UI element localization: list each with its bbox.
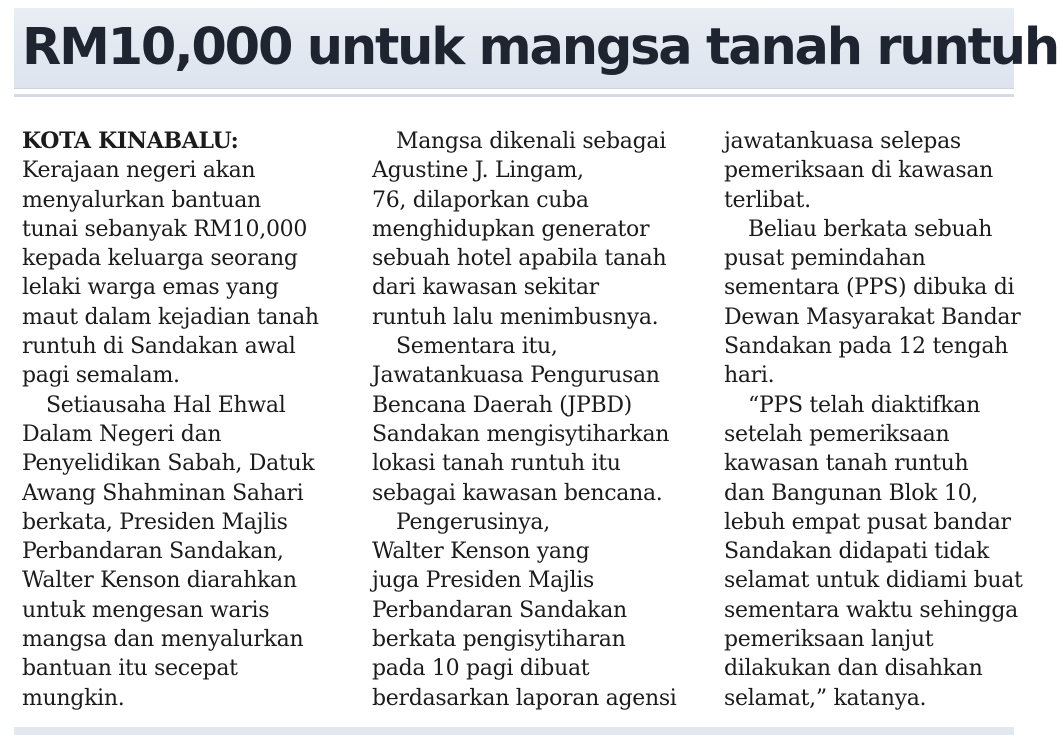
text-line: pagi semalam. bbox=[22, 363, 180, 389]
text-line: berdasarkan laporan agensi bbox=[372, 685, 677, 711]
dateline: KOTA KINABALU: bbox=[22, 128, 239, 154]
text-line: pada 10 pagi dibuat bbox=[372, 656, 590, 682]
text-line: selamat,” katanya. bbox=[724, 685, 927, 711]
text-line: Perbandaran Sandakan, bbox=[22, 539, 284, 565]
text-line: Perbandaran Sandakan bbox=[372, 597, 627, 623]
paragraph bbox=[724, 215, 1023, 391]
article-column-2 bbox=[372, 127, 677, 713]
text-line: juga Presiden Majlis bbox=[372, 568, 594, 594]
paragraph bbox=[724, 127, 1023, 215]
paragraph bbox=[372, 332, 677, 508]
text-line: berkata, Presiden Majlis bbox=[22, 509, 288, 535]
text-line: Dalam Negeri dan bbox=[22, 421, 222, 447]
text-line: untuk mengesan waris bbox=[22, 597, 270, 623]
paragraph bbox=[22, 391, 319, 713]
text-line: maut dalam kejadian tanah bbox=[22, 304, 319, 330]
text-line: Agustine J. Lingam, bbox=[372, 158, 584, 184]
text-line: lelaki warga emas yang bbox=[22, 275, 279, 301]
text-line: Pengerusinya, bbox=[396, 509, 550, 535]
text-line: dan Bangunan Blok 10, bbox=[724, 480, 978, 506]
text-line: sebagai kawasan bencana. bbox=[372, 480, 663, 506]
text-line: Beliau berkata sebuah bbox=[748, 216, 993, 242]
text-line: Mangsa dikenali sebagai bbox=[396, 129, 666, 154]
article-column-3 bbox=[724, 127, 1023, 713]
paragraph bbox=[372, 508, 677, 713]
text-line: mungkin. bbox=[22, 685, 125, 711]
text-line: runtuh lalu menimbusnya. bbox=[372, 304, 659, 330]
text-line: Penyelidikan Sabah, Datuk bbox=[22, 451, 315, 477]
text-line: Sandakan pada 12 tengah bbox=[724, 334, 1009, 360]
text-line: sementara waktu sehingga bbox=[724, 597, 1018, 623]
text-line: selamat untuk didiami buat bbox=[724, 568, 1023, 594]
paragraph bbox=[372, 127, 677, 332]
bottom-band bbox=[14, 727, 1014, 735]
text-line: pusat pemindahan bbox=[724, 246, 926, 272]
text-line: setelah pemeriksaan bbox=[724, 421, 950, 447]
text-line: dilakukan dan disahkan bbox=[724, 656, 983, 682]
paragraph bbox=[724, 391, 1023, 713]
text-line: tunai sebanyak RM10,000 bbox=[22, 216, 308, 242]
article-body bbox=[0, 127, 1060, 717]
text-line: dari kawasan sekitar bbox=[372, 275, 599, 301]
text-line: Kerajaan negeri akan bbox=[22, 158, 256, 184]
headline: RM10,000 untuk mangsa tanah runtuh bbox=[22, 18, 1058, 77]
text-line: “PPS telah diaktifkan bbox=[748, 392, 980, 418]
text-line: Jawatankuasa Pengurusan bbox=[372, 363, 660, 389]
text-line: Awang Shahminan Sahari bbox=[22, 480, 304, 506]
text-line: Bencana Daerah (JPBD) bbox=[372, 392, 632, 418]
text-line: Setiausaha Hal Ehwal bbox=[46, 392, 286, 418]
text-line: Walter Kenson yang bbox=[372, 539, 590, 565]
headline-rule bbox=[14, 94, 1014, 97]
text-line: jawatankuasa selepas bbox=[724, 129, 961, 154]
text-line: mangsa dan menyalurkan bbox=[22, 627, 304, 653]
text-line: berkata pengisytiharan bbox=[372, 627, 626, 653]
text-line: hari. bbox=[724, 363, 775, 389]
text-line: 76, dilaporkan cuba bbox=[372, 187, 589, 213]
text-line: bantuan itu secepat bbox=[22, 656, 238, 682]
text-line: lokasi tanah runtuh itu bbox=[372, 451, 621, 477]
text-line: Walter Kenson diarahkan bbox=[22, 568, 297, 594]
text-line: Sementara itu, bbox=[396, 334, 558, 360]
text-line: Sandakan mengisytiharkan bbox=[372, 421, 670, 447]
text-line: menyalurkan bantuan bbox=[22, 187, 261, 213]
text-line: pemeriksaan lanjut bbox=[724, 627, 934, 653]
text-line: sementara (PPS) dibuka di bbox=[724, 275, 1015, 301]
text-line: terlibat. bbox=[724, 187, 811, 213]
text-line: kawasan tanah runtuh bbox=[724, 451, 969, 477]
text-line: sebuah hotel apabila tanah bbox=[372, 246, 667, 272]
paragraph bbox=[22, 156, 319, 390]
text-line: Dewan Masyarakat Bandar bbox=[724, 304, 1021, 330]
text-line: runtuh di Sandakan awal bbox=[22, 334, 296, 360]
text-line: lebuh empat pusat bandar bbox=[724, 509, 1011, 535]
article-column-1 bbox=[22, 127, 319, 713]
text-line: pemeriksaan di kawasan bbox=[724, 158, 994, 184]
text-line: Sandakan didapati tidak bbox=[724, 539, 990, 565]
text-line: menghidupkan generator bbox=[372, 216, 650, 242]
text-line: kepada keluarga seorang bbox=[22, 246, 298, 272]
